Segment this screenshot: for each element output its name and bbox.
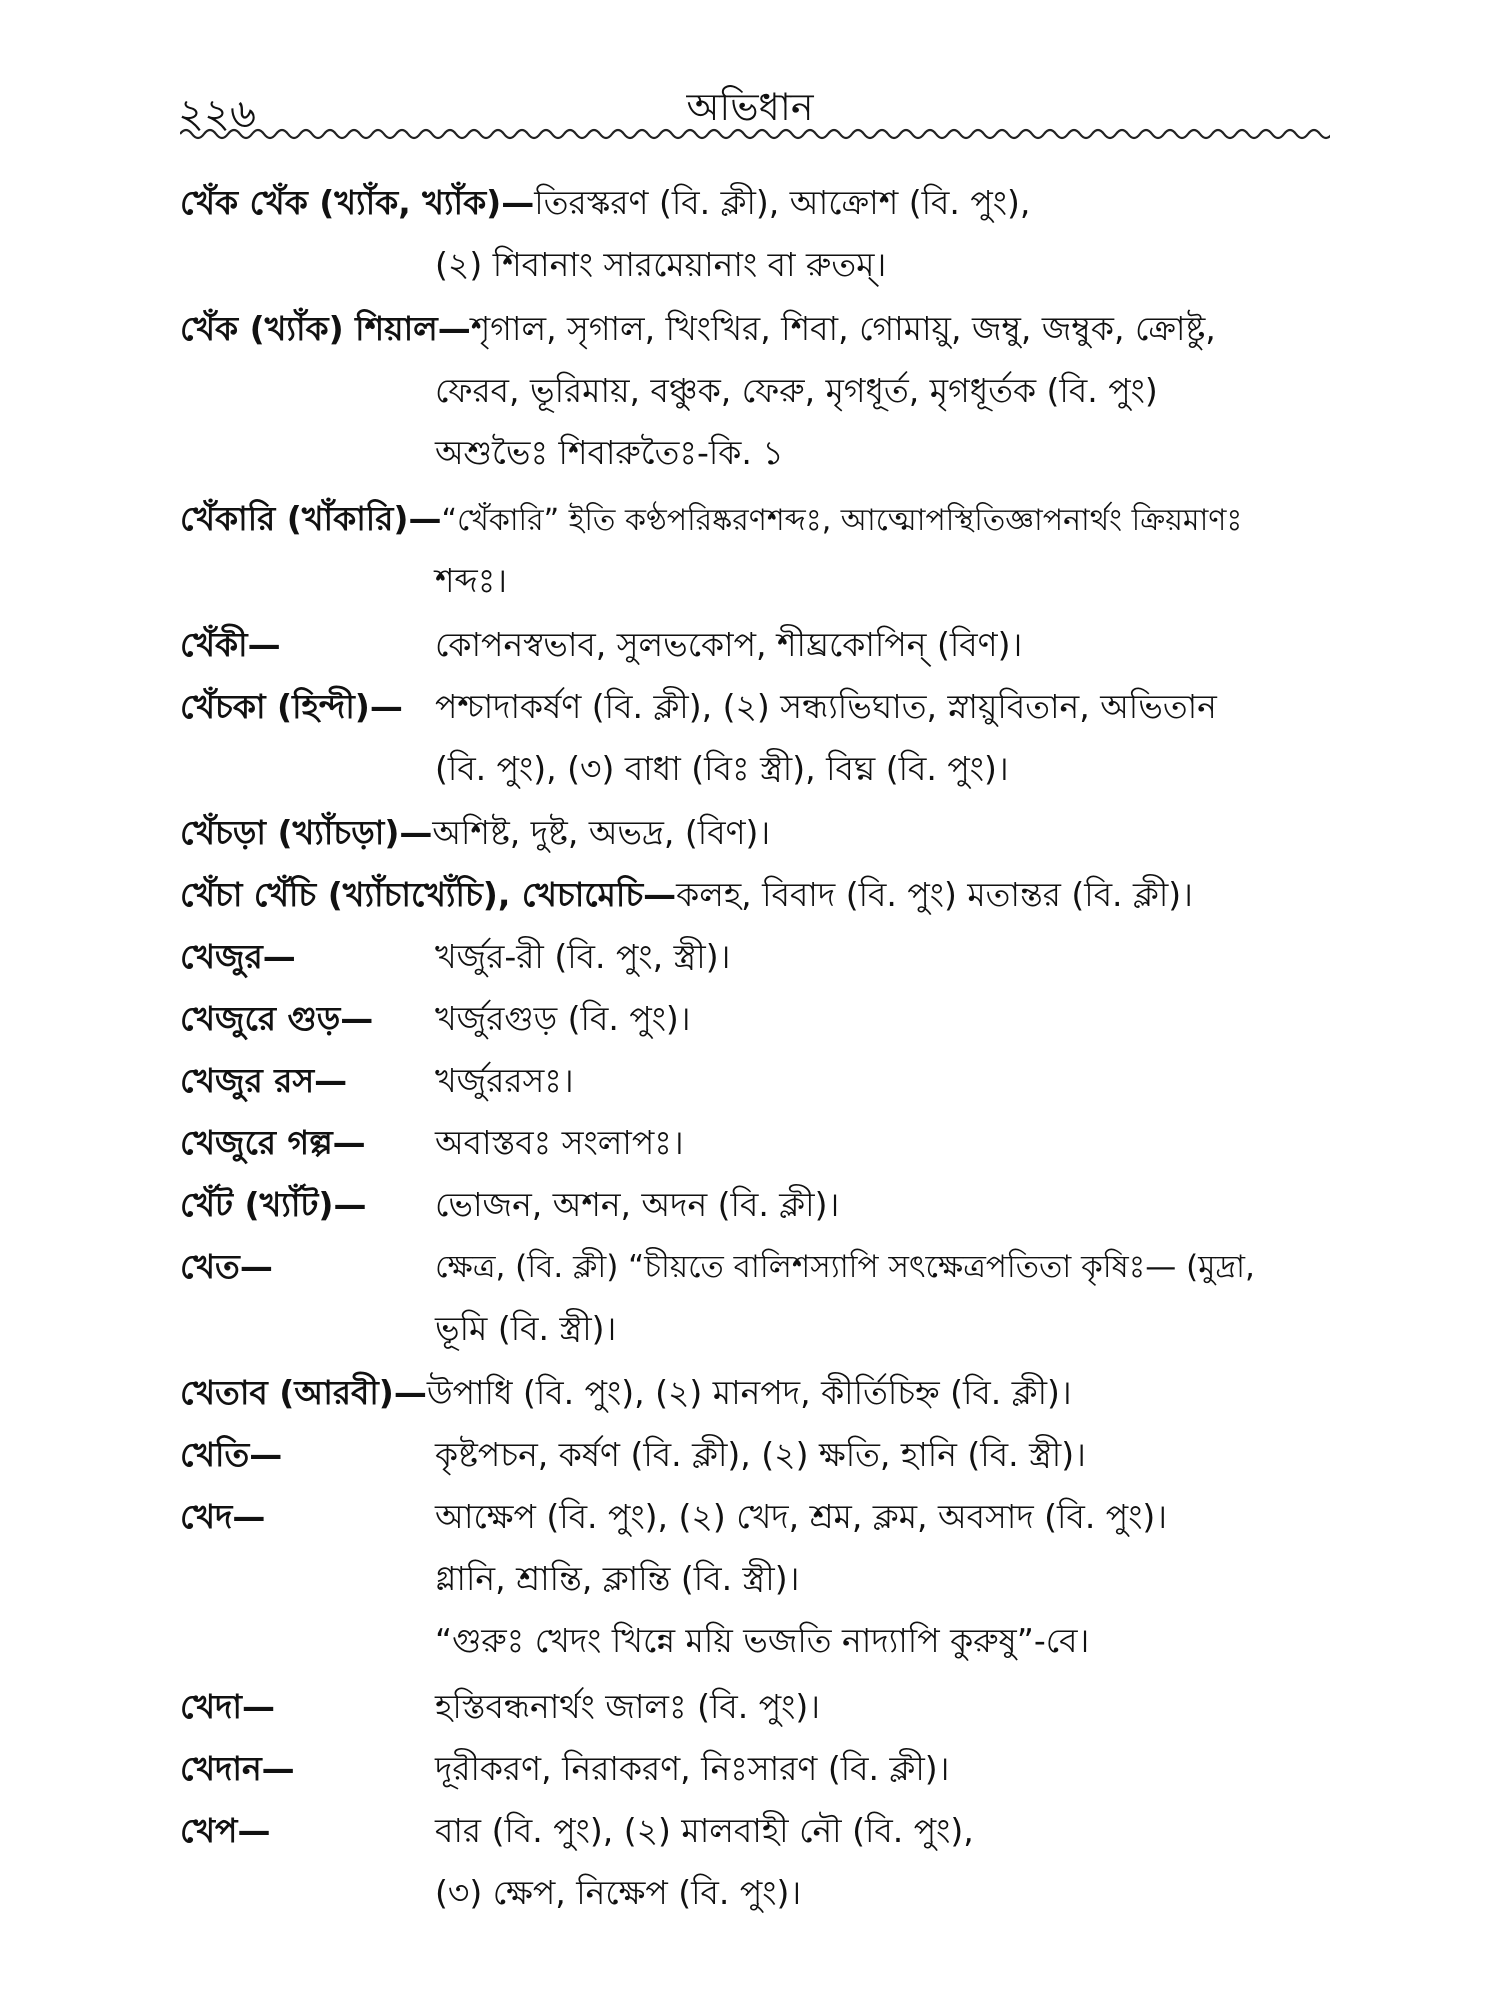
continuation: অশুভৈঃ শিবারুতৈঃ-কি. ১	[435, 433, 784, 472]
entry-kheda	[180, 1676, 1360, 1738]
definition: ক্ষেত্র, (বি. ক্লী) “চীয়তে বালিশস্যাপি সৎক্ষেত্রপতিতা কৃষিঃ— (মুদ্রা,	[435, 1249, 1255, 1285]
definition: কোপনস্বভাব, সুলভকোপ, শীঘ্রকোপিন্ (বিণ)।	[435, 625, 1023, 664]
entry-kheti	[180, 1424, 1360, 1486]
entry-khenchra	[180, 802, 1360, 864]
headword: খেঁকারি (খাঁকারি)—	[180, 499, 442, 538]
definition: অবাস্তবঃ সংলাপঃ।	[435, 1123, 684, 1162]
continuation: শব্দঃ।	[435, 561, 508, 600]
definition: খর্জুররসঃ।	[435, 1061, 574, 1100]
headword: খেঁট (খ্যাঁট)—	[180, 1185, 367, 1224]
wavy-rule	[180, 122, 1330, 146]
headword: খেতাব (আরবী)—	[180, 1373, 427, 1412]
entry-khencha-khenchi	[180, 864, 1360, 926]
headword: খেজুরে গল্প—	[180, 1123, 366, 1162]
definition: কলহ, বিবাদ (বি. পুং) মতান্তর (বি. ক্লী)।	[676, 875, 1193, 914]
headword: খেত—	[180, 1247, 273, 1286]
entry-khent	[180, 1174, 1360, 1236]
page-number: ২২৬	[178, 91, 257, 137]
definition: আক্ষেপ (বি. পুং), (২) খেদ, শ্রম, ক্লম, অবসাদ (বি. পুং)।	[435, 1497, 1168, 1536]
headword: খেতি—	[180, 1435, 283, 1474]
headword: খেদ—	[180, 1497, 266, 1536]
entry-khejur	[180, 926, 1360, 988]
entry-khenk-shiyal	[180, 298, 1360, 484]
definition: খর্জুর-রী (বি. পুং, স্ত্রী)।	[435, 937, 731, 976]
continuation: “গুরুঃ খেদং খিন্নে ময়ি ভজতি নাদ্যাপি কুরুষু”-বে।	[435, 1621, 1090, 1660]
headword: খেজুর রস—	[180, 1061, 348, 1100]
definition: ভোজন, অশন, অদন (বি. ক্লী)।	[435, 1185, 840, 1224]
headword: খেঁকী—	[180, 625, 281, 664]
continuation: ভূমি (বি. স্ত্রী)।	[435, 1309, 617, 1348]
entry-khenk-khenk	[180, 172, 1360, 296]
entry-khed	[180, 1486, 1360, 1672]
entry-khenchka	[180, 676, 1360, 800]
headword: খেঁচকা (হিন্দী)—	[180, 687, 403, 726]
definition: “খেঁকারি” ইতি কণ্ঠপরিষ্করণশব্দঃ, আত্মোপস্থিতিজ্ঞাপনার্থং ক্রিয়মাণঃ	[441, 503, 1243, 538]
definition: অশিষ্ট, দুষ্ট, অভদ্র, (বিণ)।	[432, 813, 771, 852]
entry-khejure-gur	[180, 988, 1360, 1050]
entry-khetab	[180, 1362, 1360, 1424]
entry-khet	[180, 1236, 1360, 1360]
entry-khenkari	[180, 488, 1360, 612]
continuation: (২) শিবানাং সারমেয়ানাং বা রুতম্।	[435, 245, 887, 284]
headword: খেদা—	[180, 1687, 275, 1726]
headword: খেঁক খেঁক (খ্যাঁক, খ্যাঁক)—	[180, 183, 535, 222]
entry-khedan	[180, 1738, 1360, 1800]
definition: হস্তিবন্ধনার্থং জালঃ (বি. পুং)।	[435, 1687, 821, 1726]
definition: পশ্চাদাকর্ষণ (বি. ক্লী), (২) সন্ধ্যভিঘাত, স্নায়ুবিতান, অভিতান	[435, 687, 1217, 726]
definition: তিরস্করণ (বি. ক্লী), আক্রোশ (বি. পুং),	[534, 183, 1031, 222]
definition: কৃষ্টপচন, কর্ষণ (বি. ক্লী), (২) ক্ষতি, হানি (বি. স্ত্রী)।	[435, 1435, 1086, 1474]
definition: বার (বি. পুং), (২) মালবাহী নৌ (বি. পুং),	[435, 1811, 974, 1850]
entry-khejur-ras	[180, 1050, 1360, 1112]
headword: খেঁচা খেঁচি (খ্যাঁচাখ্যেঁচি), খেচামেচি—	[180, 875, 677, 914]
definition: শৃগাল, সৃগাল, খিংখির, শিবা, গোমায়ু, জম্বু, জম্বুক, ক্রোষ্টু,	[470, 309, 1216, 348]
running-head: অভিধান	[686, 85, 814, 129]
definition: দূরীকরণ, নিরাকরণ, নিঃসারণ (বি. ক্লী)।	[435, 1749, 950, 1788]
definition: উপাধি (বি. পুং), (২) মানপদ, কীর্তিচিহ্ন (বি. ক্লী)।	[426, 1373, 1072, 1412]
entry-khenki	[180, 614, 1360, 676]
entry-khep	[180, 1800, 1360, 1924]
headword: খেজুর—	[180, 937, 296, 976]
definition: খর্জুরগুড় (বি. পুং)।	[435, 999, 691, 1038]
headword: খেজুরে গুড়—	[180, 999, 374, 1038]
entry-khejure-galpa	[180, 1112, 1360, 1174]
continuation: গ্লানি, শ্রান্তি, ক্লান্তি (বি. স্ত্রী)।	[435, 1559, 800, 1598]
continuation: (বি. পুং), (৩) বাধা (বিঃ স্ত্রী), বিঘ্ন (বি. পুং)।	[435, 749, 1009, 788]
headword: খেদান—	[180, 1749, 295, 1788]
headword: খেঁচড়া (খ্যাঁচড়া)—	[180, 813, 433, 852]
continuation: (৩) ক্ষেপ, নিক্ষেপ (বি. পুং)।	[435, 1873, 802, 1912]
continuation: ফেরব, ভূরিমায়, বঞ্চুক, ফেরু, মৃগধূর্ত, মৃগধূর্তক (বি. পুং)	[435, 371, 1158, 410]
headword: খেপ—	[180, 1811, 271, 1850]
headword: খেঁক (খ্যাঁক) শিয়াল—	[180, 309, 471, 348]
